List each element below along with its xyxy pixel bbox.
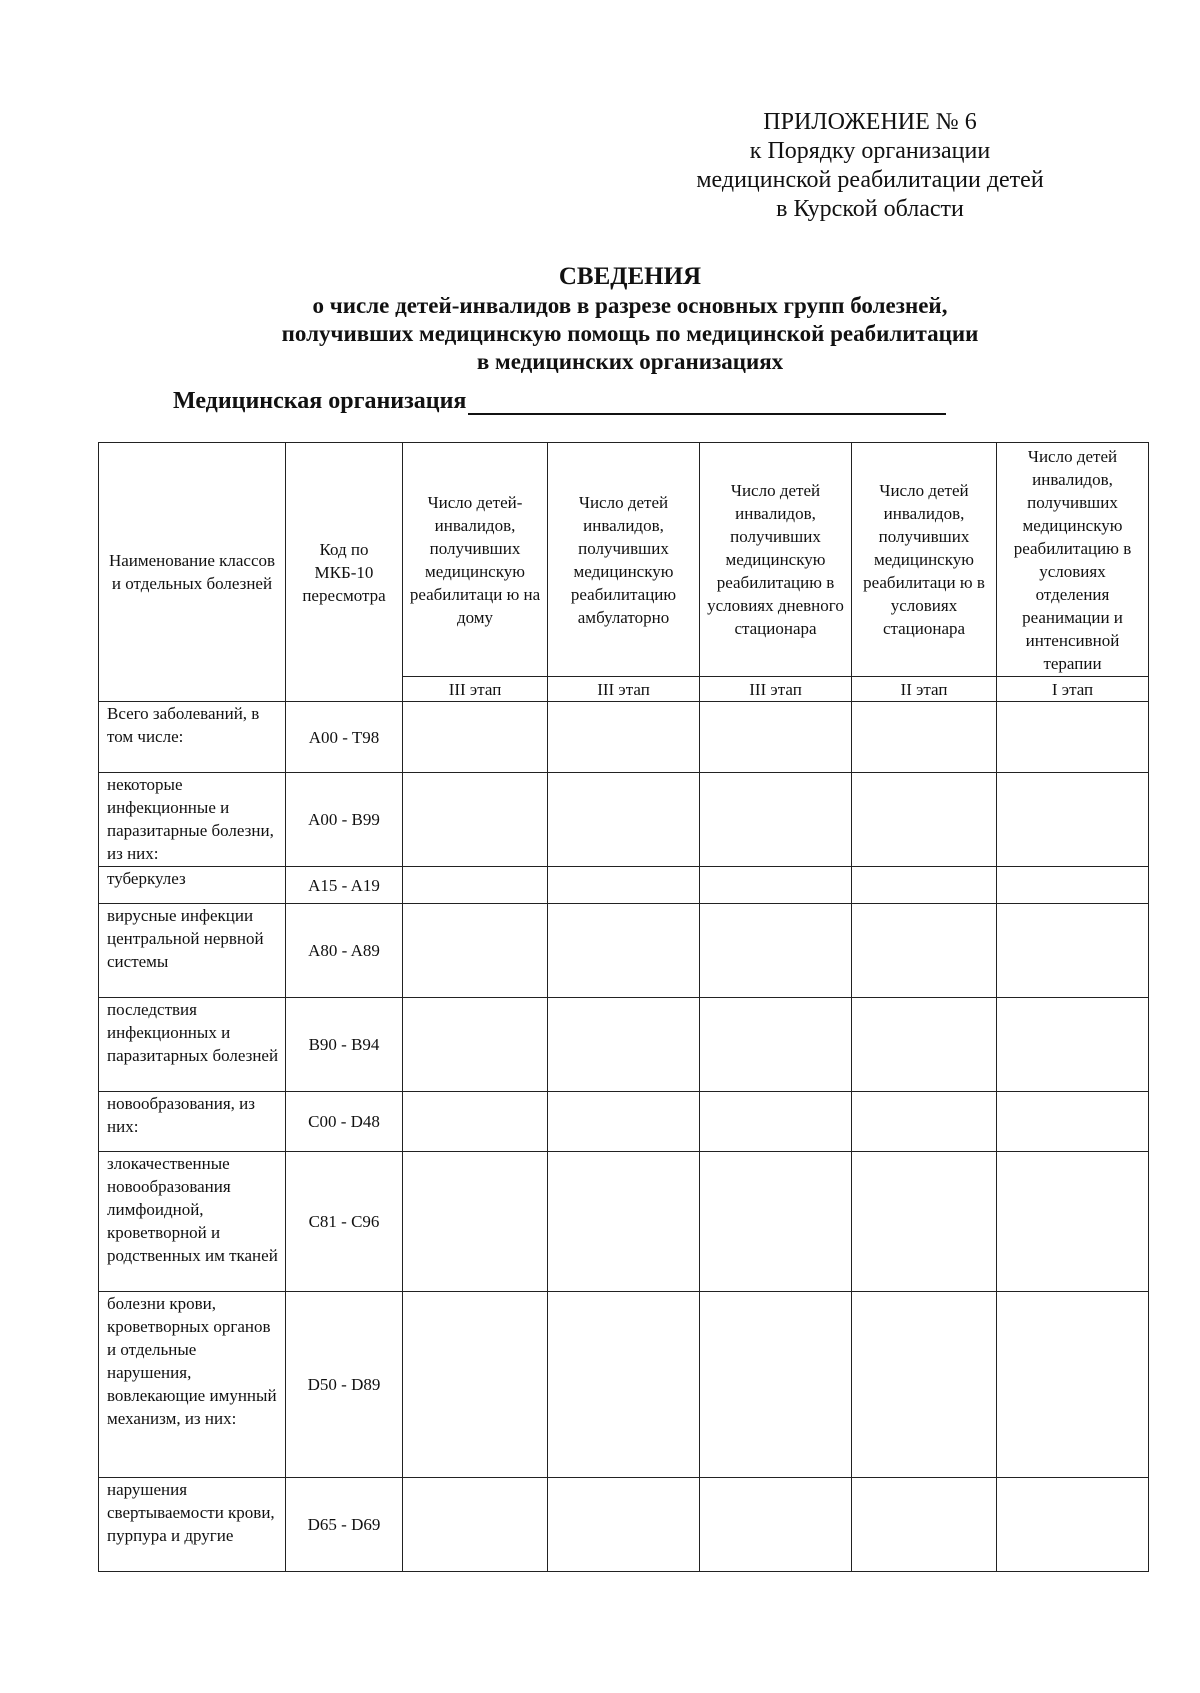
table-row [99,1092,1149,1152]
header-day-hospital-rehab: Число детей инвалидов, получивших медицинскую реабилитацию в условиях дневного стационара [700,443,852,677]
icd-code: C00 - D48 [286,1092,403,1152]
header-row [99,443,1149,677]
header-outpatient-rehab: Число детей инвалидов, получивших медицинскую реабилитацию амбулаторно [548,443,700,677]
data-cell[interactable] [852,1292,997,1478]
data-cell[interactable] [700,1292,852,1478]
data-cell[interactable] [997,1152,1149,1292]
appendix-ref-line-1: к Порядку организации [749,138,991,164]
data-cell[interactable] [403,998,548,1092]
organization-blank-line[interactable] [468,387,946,415]
appendix-number: ПРИЛОЖЕНИЕ № 6 [763,109,977,135]
header-disease-name: Наименование классов и отдельных болезней [99,443,286,702]
data-cell[interactable] [700,998,852,1092]
stage-label: I этап [997,677,1149,702]
data-cell[interactable] [700,904,852,998]
header-home-rehab: Число детей-инвалидов, получивших медицинскую реабилитаци ю на дому [403,443,548,677]
disease-name: новообразования, из них: [99,1092,286,1152]
data-cell[interactable] [997,1092,1149,1152]
document-title: СВЕДЕНИЯ [558,263,702,290]
disease-name: последствия инфекционных и паразитарных болезней [99,998,286,1092]
disease-name: вирусные инфекции центральной нервной системы [99,904,286,998]
disease-name: болезни крови, кроветворных органов и отдельные нарушения, вовлекающие имунный механизм, из них: [99,1292,286,1478]
data-cell[interactable] [997,1478,1149,1572]
document-heading [150,262,1110,376]
header-icd-code: Код по МКБ-10 пересмотра [286,443,403,702]
organization-label: Медицинская организация [173,388,467,414]
stage-label: III этап [700,677,852,702]
disease-name: Всего заболеваний, в том числе: [99,702,286,773]
data-cell[interactable] [997,773,1149,867]
data-cell[interactable] [403,1292,548,1478]
icd-code: A00 - T98 [286,702,403,773]
icd-code: A00 - B99 [286,773,403,867]
organization-field [173,387,946,415]
table-row [99,702,1149,773]
table-row [99,998,1149,1092]
data-cell[interactable] [403,773,548,867]
appendix-block [620,108,1120,224]
data-cell[interactable] [700,1092,852,1152]
icd-code: D65 - D69 [286,1478,403,1572]
header-icu-rehab: Число детей инвалидов, получивших медицинскую реабилитацию в условиях отделения реанимации и интенсивной терапии [997,443,1149,677]
data-cell[interactable] [852,904,997,998]
data-cell[interactable] [852,702,997,773]
data-cell[interactable] [548,1292,700,1478]
disease-name: нарушения свертываемости крови, пурпура и другие [99,1478,286,1572]
table-row [99,904,1149,998]
appendix-ref-line-2: медицинской реабилитации детей [696,167,1044,193]
data-cell[interactable] [852,1152,997,1292]
table-row [99,1152,1149,1292]
data-cell[interactable] [403,1478,548,1572]
data-cell[interactable] [403,1152,548,1292]
data-cell[interactable] [548,1152,700,1292]
data-cell[interactable] [548,867,700,904]
data-cell[interactable] [997,998,1149,1092]
data-cell[interactable] [852,1092,997,1152]
stage-label: III этап [403,677,548,702]
data-cell[interactable] [548,998,700,1092]
stage-label: III этап [548,677,700,702]
data-cell[interactable] [548,702,700,773]
data-cell[interactable] [403,1092,548,1152]
document-subtitle-line-1: о числе детей-инвалидов в разрезе основных групп болезней, [312,293,948,318]
document-subtitle-line-2: получивших медицинскую помощь по медицинской реабилитации [281,321,979,346]
disease-name: злокачественные новообразования лимфоидной, кроветворной и родственных им тканей [99,1152,286,1292]
data-cell[interactable] [700,773,852,867]
data-cell[interactable] [852,867,997,904]
stage-label: II этап [852,677,997,702]
icd-code: D50 - D89 [286,1292,403,1478]
statistics-table [98,442,1149,1572]
data-cell[interactable] [700,1152,852,1292]
icd-code: A15 - A19 [286,867,403,904]
disease-name: некоторые инфекционные и паразитарные болезни, из них: [99,773,286,867]
appendix-ref-line-3: в Курской области [776,196,964,222]
data-cell[interactable] [548,773,700,867]
data-cell[interactable] [997,702,1149,773]
table-row [99,773,1149,867]
data-cell[interactable] [700,702,852,773]
data-cell[interactable] [548,1092,700,1152]
data-cell[interactable] [700,867,852,904]
data-cell[interactable] [548,1478,700,1572]
table-row [99,867,1149,904]
data-cell[interactable] [403,904,548,998]
data-cell[interactable] [700,1478,852,1572]
icd-code: B90 - B94 [286,998,403,1092]
data-cell[interactable] [997,867,1149,904]
data-cell[interactable] [852,998,997,1092]
data-cell[interactable] [997,1292,1149,1478]
data-cell[interactable] [548,904,700,998]
header-inpatient-rehab: Число детей инвалидов, получивших медицинскую реабилитаци ю в условиях стационара [852,443,997,677]
icd-code: C81 - C96 [286,1152,403,1292]
disease-name: туберкулез [99,867,286,904]
icd-code: A80 - A89 [286,904,403,998]
data-cell[interactable] [852,1478,997,1572]
data-cell[interactable] [997,904,1149,998]
data-cell[interactable] [852,773,997,867]
document-subtitle-line-3: в медицинских организациях [476,349,784,374]
data-cell[interactable] [403,867,548,904]
table-row [99,1478,1149,1572]
table-row [99,1292,1149,1478]
data-cell[interactable] [403,702,548,773]
